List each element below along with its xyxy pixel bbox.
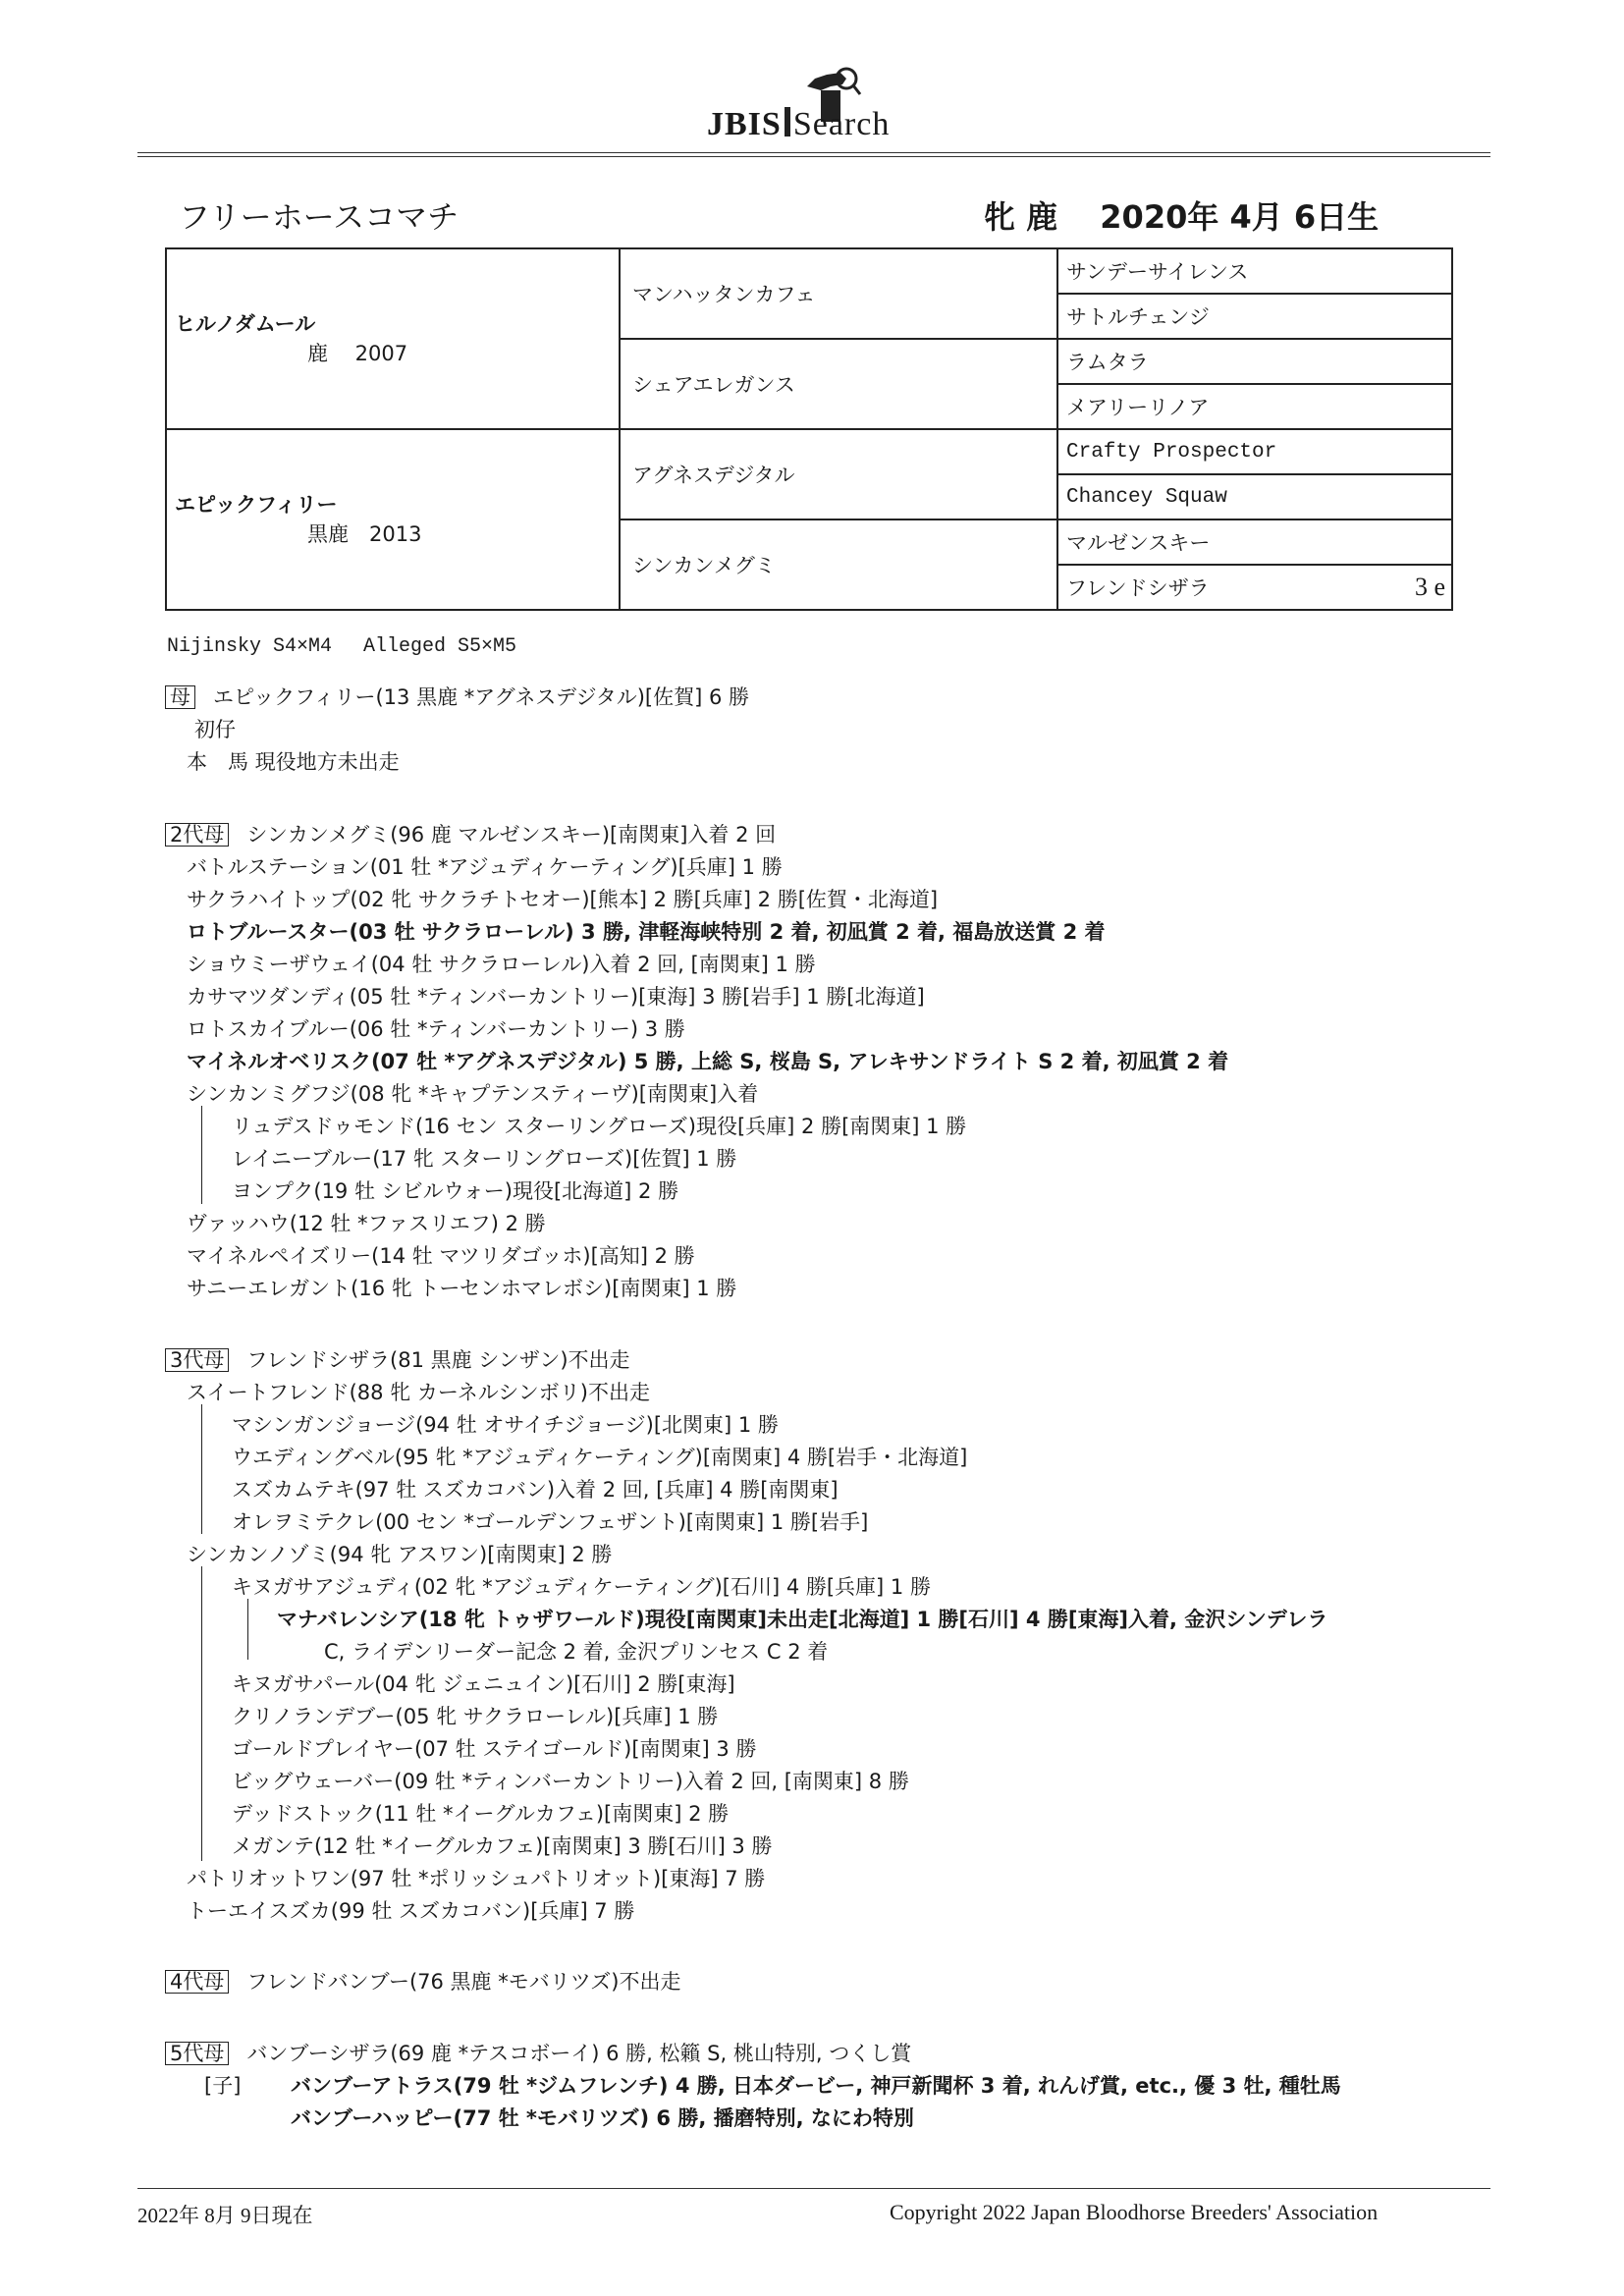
g3-line: キヌガサアジュディ(02 牝 *アジュディケーティング)[石川] 4 勝[兵庫] 1 勝 xyxy=(232,1575,931,1599)
g5-section-head xyxy=(165,2038,911,2067)
logo-jbis: JBIS xyxy=(707,106,782,142)
dam-line-1: 初仔 xyxy=(194,718,236,741)
sire-detail: 鹿 2007 xyxy=(307,342,408,365)
g2-line: ロトスカイブルー(06 牡 *ティンバーカントリー) 3 勝 xyxy=(187,1017,685,1041)
g2-line: ロトブルースター(03 牡 サクラローレル) 3 勝, 津軽海峡特別 2 着, 初凪賞 2 着, 福島放送賞 2 着 xyxy=(187,920,1106,944)
inbreeding-note: Nijinsky S4×M4 Alleged S5×M5 xyxy=(167,635,517,658)
g2-line: マイネルペイズリー(14 牡 マツリダゴッホ)[高知] 2 勝 xyxy=(187,1244,695,1268)
g2-line: ショウミーザウェイ(04 牡 サクラローレル)入着 2 回, [南関東] 1 勝 xyxy=(187,953,816,976)
g3-line: デッドストック(11 牡 *イーグルカフェ)[南関東] 2 勝 xyxy=(232,1802,730,1826)
section-tag-dam: 母 xyxy=(165,685,195,709)
descendant-bracket xyxy=(201,1566,202,1861)
dam-section-text: エピックフィリー(13 黒鹿 *アグネスデジタル)[佐賀] 6 勝 xyxy=(213,685,750,709)
sire-name: ヒルノダムール xyxy=(175,312,316,336)
g3-line: ビッグウェーバー(09 牡 *ティンバーカントリー)入着 2 回, [南関東] 8 勝 xyxy=(232,1770,909,1793)
sire-cell xyxy=(166,248,620,429)
pedigree-gen3-1: サンデーサイレンス xyxy=(1057,248,1452,294)
horse-sex-color-birth: 牝 鹿 2020年 4月 6日生 xyxy=(984,198,1380,236)
g2-line: リュデスドゥモンド(16 セン スターリングローズ)現役[兵庫] 2 勝[南関東] 1 勝 xyxy=(232,1115,967,1138)
jbis-search-logo xyxy=(707,65,943,153)
pedigree-table xyxy=(165,247,1453,611)
horse-name: フリーホースコマチ xyxy=(179,198,460,236)
g5-line: バンブーハッピー(77 牡 *モバリツズ) 6 勝, 播磨特別, なにわ特別 xyxy=(291,2106,914,2130)
descendant-bracket xyxy=(201,1404,202,1534)
pedigree-gen2-4: シンカンメグミ xyxy=(620,519,1057,610)
pedigree-gen3-8-cell xyxy=(1057,565,1452,610)
g3-line: ウエディングベル(95 牝 *アジュディケーティング)[南関東] 4 勝[岩手・北海道] xyxy=(232,1446,968,1469)
g2-line: バトルステーション(01 牡 *アジュディケーティング)[兵庫] 1 勝 xyxy=(187,855,783,879)
g4-section-text: フレンドバンブー(76 黒鹿 *モバリツズ)不出走 xyxy=(246,1970,681,1994)
g3-line: マシンガンジョージ(94 牡 オサイチジョージ)[北関東] 1 勝 xyxy=(232,1413,779,1437)
pedigree-gen3-3: ラムタラ xyxy=(1057,339,1452,384)
pedigree-gen3-2: サトルチェンジ xyxy=(1057,294,1452,339)
g3-line: C, ライデンリーダー記念 2 着, 金沢プリンセス C 2 着 xyxy=(324,1640,829,1664)
footer-date: 2022年 8月 9日現在 xyxy=(137,2204,313,2227)
dam-name: エピックフィリー xyxy=(175,493,338,517)
g3-section-head xyxy=(165,1344,630,1374)
pedigree-gen3-4: メアリーリノア xyxy=(1057,384,1452,429)
g2-line: ヴァッハウ(12 牡 *ファスリエフ) 2 勝 xyxy=(187,1212,546,1235)
pedigree-gen2-3: アグネスデジタル xyxy=(620,429,1057,519)
g2-line: マイネルオベリスク(07 牡 *アグネスデジタル) 5 勝, 上総 S, 桜島 S, アレキサンドライト S 2 着, 初凪賞 2 着 xyxy=(187,1050,1229,1073)
g3-line: スズカムテキ(97 牡 スズカコバン)入着 2 回, [兵庫] 4 勝[南関東] xyxy=(232,1478,839,1502)
g3-line: スイートフレンド(88 牝 カーネルシンボリ)不出走 xyxy=(187,1381,650,1404)
pedigree-gen3-7: マルゼンスキー xyxy=(1057,519,1452,565)
header-rule xyxy=(137,152,1490,153)
g2-line: サニーエレガント(16 牝 トーセンホマレボシ)[南関東] 1 勝 xyxy=(187,1277,737,1300)
g2-line: レイニーブルー(17 牝 スターリングローズ)[佐賀] 1 勝 xyxy=(232,1147,737,1171)
g5-line: バンブーアトラス(79 牡 *ジムフレンチ) 4 勝, 日本ダービー, 神戸新聞杯 3 着, れんげ賞, etc., 優 3 牡, 種牡馬 xyxy=(291,2074,1341,2098)
g3-line: トーエイスズカ(99 牡 スズカコバン)[兵庫] 7 勝 xyxy=(187,1899,635,1923)
pedigree-gen2-2: シェアエレガンス xyxy=(620,339,1057,429)
g3-line: パトリオットワン(97 牡 *ポリッシュパトリオット)[東海] 7 勝 xyxy=(187,1867,766,1890)
g3-line: シンカンノゾミ(94 牝 アスワン)[南関東] 2 勝 xyxy=(187,1543,613,1566)
g2-section-head xyxy=(165,819,776,848)
descendant-bracket xyxy=(247,1599,248,1660)
g3-line: マナバレンシア(18 牝 トゥザワールド)現役[南関東]未出走[北海道] 1 勝[石川] 4 勝[東海]入着, 金沢シンデレラ xyxy=(277,1608,1328,1631)
pedigree-gen3-8: フレンドシザラ xyxy=(1066,576,1210,600)
header-rule-2 xyxy=(137,156,1490,157)
g2-line: サクラハイトップ(02 牝 サクラチトセオー)[熊本] 2 勝[兵庫] 2 勝[佐賀・北海道] xyxy=(187,888,939,911)
pedigree-gen2-1: マンハッタンカフェ xyxy=(620,248,1057,339)
g3-line: キヌガサパール(04 牝 ジェニュイン)[石川] 2 勝[東海] xyxy=(232,1672,735,1696)
g2-line: ヨンプク(19 牡 シビルウォー)現役[北海道] 2 勝 xyxy=(232,1179,679,1203)
g2-section-text: シンカンメグミ(96 鹿 マルゼンスキー)[南関東]入着 2 回 xyxy=(246,823,777,847)
descendant-bracket xyxy=(201,1106,202,1204)
g3-line: オレヲミテクレ(00 セン *ゴールデンフェザント)[南関東] 1 勝[岩手] xyxy=(232,1510,869,1534)
g4-section-head xyxy=(165,1966,681,1995)
g3-line: クリノランデブー(05 牝 サクラローレル)[兵庫] 1 勝 xyxy=(232,1705,719,1728)
g3-section-text: フレンドシザラ(81 黒鹿 シンザン)不出走 xyxy=(246,1348,630,1372)
g2-line: シンカンミグフジ(08 牝 *キャプテンスティーヴ)[南関東]入着 xyxy=(187,1082,759,1106)
family-number: 3 e xyxy=(1414,573,1445,601)
g3-line: メガンテ(12 牡 *イーグルカフェ)[南関東] 3 勝[石川] 3 勝 xyxy=(232,1834,773,1858)
section-tag-g2: 2代母 xyxy=(165,823,229,847)
section-tag-g3: 3代母 xyxy=(165,1348,229,1372)
g2-line: カサマツダンディ(05 牡 *ティンバーカントリー)[東海] 3 勝[岩手] 1 勝[北海道] xyxy=(187,985,925,1009)
pedigree-gen3-5: Crafty Prospector xyxy=(1057,429,1452,474)
section-tag-g4: 4代母 xyxy=(165,1970,229,1994)
section-tag-g5: 5代母 xyxy=(165,2042,229,2065)
g5-child-tag: [子] xyxy=(204,2074,242,2098)
logo-search: Search xyxy=(792,106,891,142)
dam-detail: 黒鹿 2013 xyxy=(307,522,422,546)
pedigree-gen3-6: Chancey Squaw xyxy=(1057,474,1452,519)
g5-section-text: バンブーシザラ(69 鹿 *テスコボーイ) 6 勝, 松籟 S, 桃山特別, つくし賞 xyxy=(246,2042,912,2065)
g3-line: ゴールドプレイヤー(07 牡 ステイゴールド)[南関東] 3 勝 xyxy=(232,1737,757,1761)
footer-rule xyxy=(137,2188,1490,2189)
dam-line-2: 本 馬 現役地方未出走 xyxy=(187,750,400,774)
dam-section-head xyxy=(165,682,749,711)
dam-cell xyxy=(166,429,620,610)
footer-copyright: Copyright 2022 Japan Bloodhorse Breeders' Association xyxy=(890,2200,1379,2224)
